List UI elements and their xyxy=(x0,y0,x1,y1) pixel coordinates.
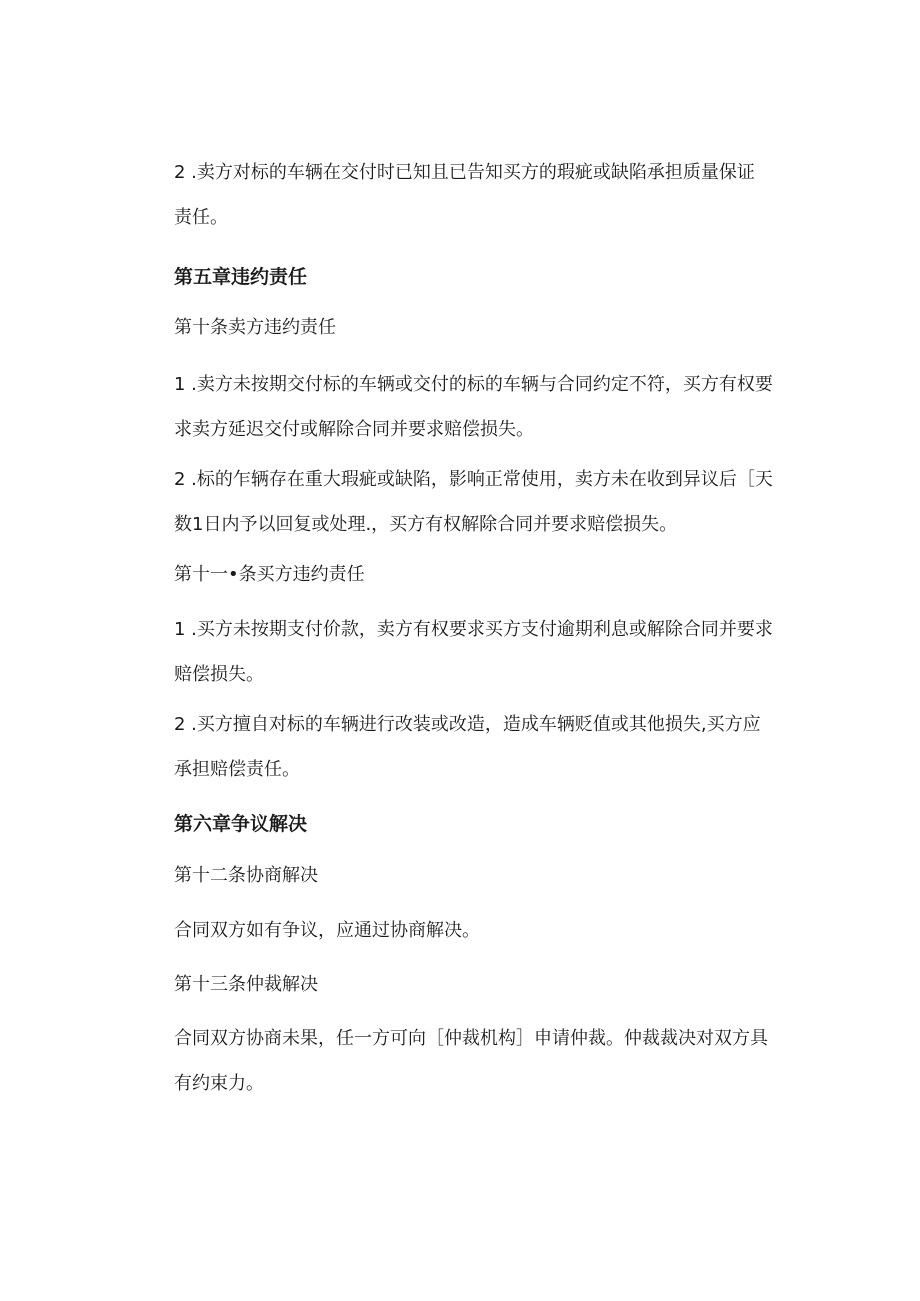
paragraph-buyer-payment xyxy=(174,618,794,687)
paragraph-quality-warranty xyxy=(174,161,794,230)
paragraph-line: 责任。 xyxy=(174,207,228,228)
paragraph-line: 承担赔偿责任。 xyxy=(174,759,300,780)
paragraph-line: 2 .买方擅自对标的车辆进行改装或改造，造成车辆贬值或其他损失,买方应 xyxy=(174,714,761,735)
paragraph-line: 赔偿损失。 xyxy=(174,664,264,685)
paragraph-seller-delivery xyxy=(174,373,794,442)
paragraph-line: 2 .标的乍辆存在重大瑕疵或缺陷，影响正常使用，卖方未在收到异议后［天 xyxy=(174,469,773,490)
paragraph-line: 1 .卖方未按期交付标的车辆或交付的标的车辆与合同约定不符，买方有权要 xyxy=(174,374,773,395)
paragraph-negotiation: 合同双方如有争议，应通过协商解决。 xyxy=(174,920,480,941)
paragraph-line: 合同双方协商未果，任一方可向［仲裁机构］申请仲裁。仲裁裁决对双方具 xyxy=(174,1028,768,1049)
article-heading-11: 第十一•条买方违约责任 xyxy=(174,564,365,585)
paragraph-seller-defect xyxy=(174,468,794,537)
paragraph-line: 数1日内予以回复或处理.，买方有权解除合同并要求赔偿损失。 xyxy=(174,514,678,535)
paragraph-line: 1 .买方未按期支付价款，卖方有权要求买方支付逾期利息或解除合同并要求 xyxy=(174,619,773,640)
paragraph-line: 2 .卖方对标的车辆在交付时已知且已告知买方的瑕疵或缺陷承担质量保证 xyxy=(174,162,755,183)
paragraph-line: 有约束力。 xyxy=(174,1073,264,1094)
chapter-heading-6: 第六章争议解决 xyxy=(174,813,308,835)
paragraph-line: 求卖方延迟交付或解除合同并要求赔偿损失。 xyxy=(174,419,534,440)
article-heading-13: 第十三条仲裁解决 xyxy=(174,974,318,995)
article-heading-12: 第十二条协商解决 xyxy=(174,865,318,886)
article-heading-10: 第十条卖方违约责任 xyxy=(174,317,336,338)
paragraph-arbitration xyxy=(174,1027,794,1096)
paragraph-buyer-modification xyxy=(174,713,794,782)
chapter-heading-5: 第五章违约责任 xyxy=(174,266,308,288)
